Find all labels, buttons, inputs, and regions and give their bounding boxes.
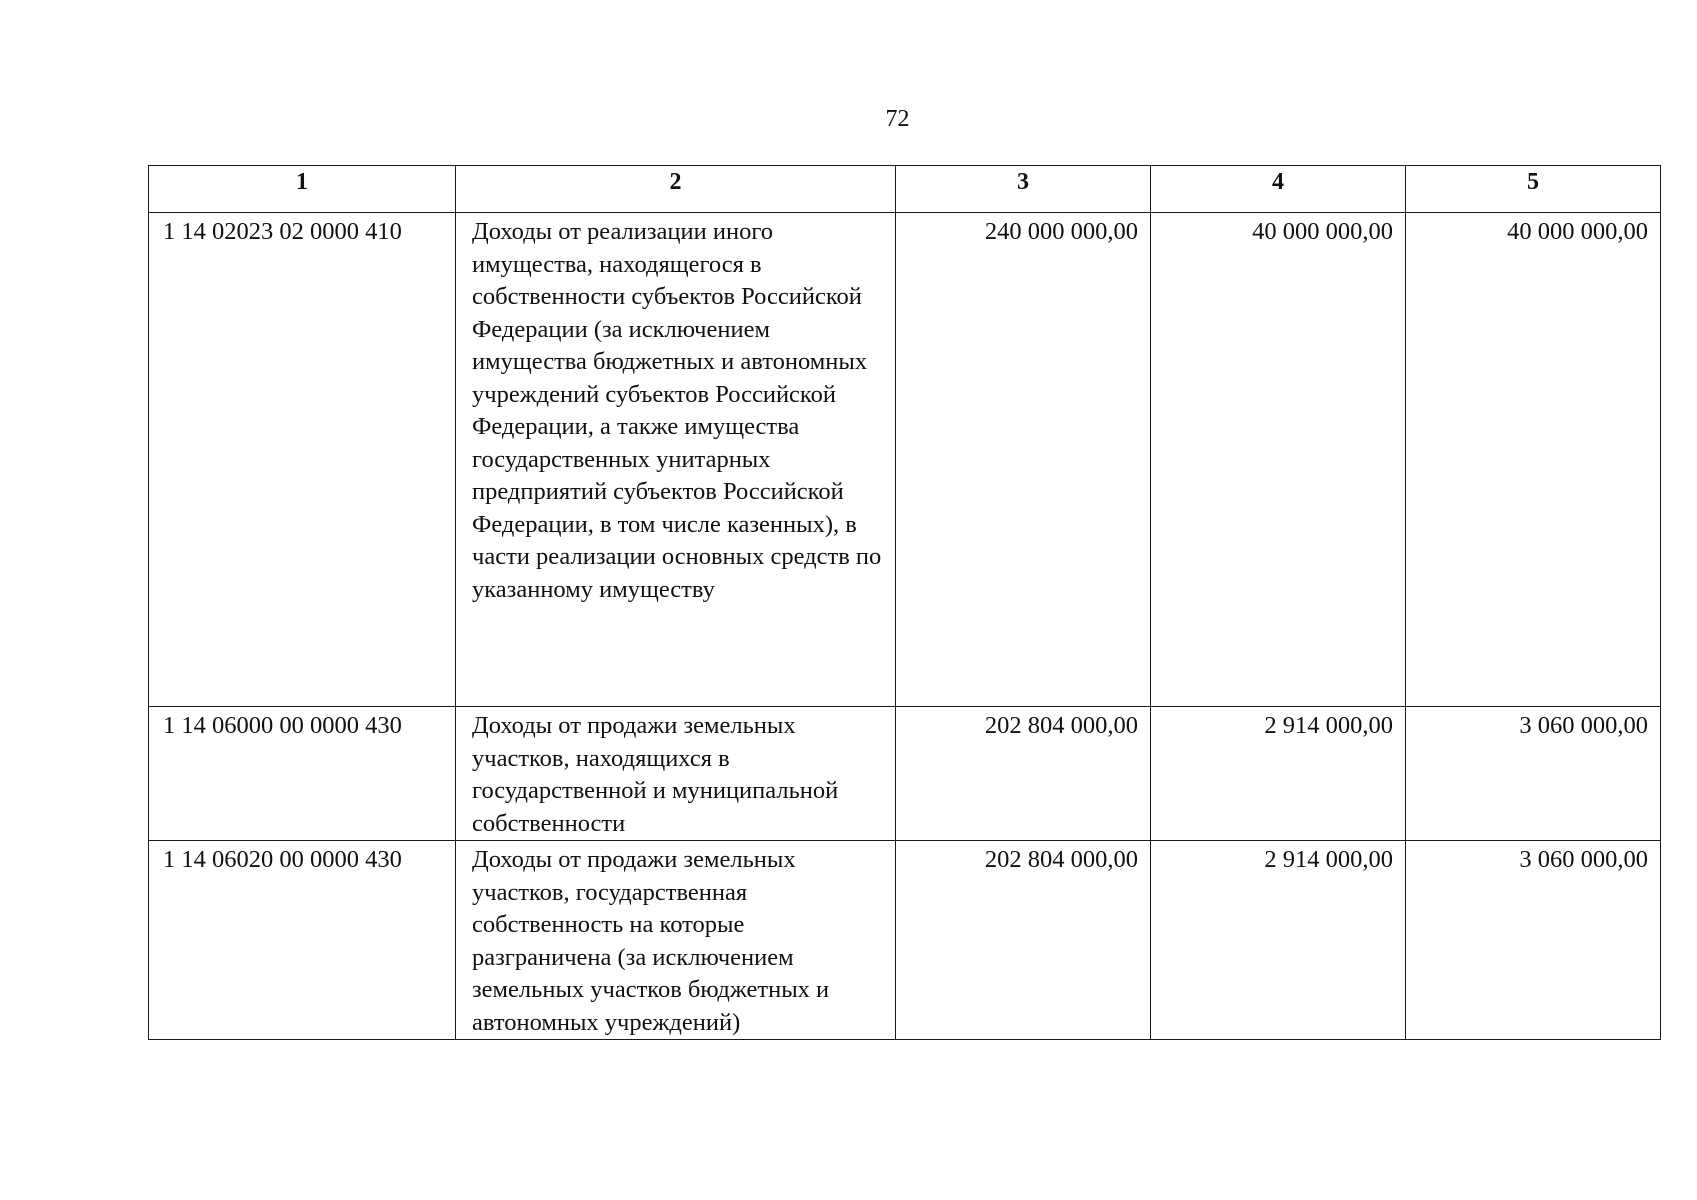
amount-col3-cell: 240 000 000,00	[896, 213, 1151, 707]
amount-col4-cell: 2 914 000,00	[1151, 707, 1406, 841]
amount-col3-cell: 202 804 000,00	[896, 707, 1151, 841]
table-row	[149, 213, 1661, 707]
amount-col4-cell: 2 914 000,00	[1151, 841, 1406, 1040]
revenue-name-cell: Доходы от реализации иного имущества, находящегося в собственности субъектов Российской Федерации (за исключением имущества бюджетных и автономных учреждений субъектов Российской Федерации, а также имущества государственных унитарных предприятий субъектов Российской Федерации, в том числе казенных), в части реализации основных средств по указанному имуществу	[456, 213, 896, 707]
amount-col5-cell: 3 060 000,00	[1406, 707, 1661, 841]
revenue-name-cell: Доходы от продажи земельных участков, государственная собственность на которые разграничена (за исключением земельных участков бюджетных и автономных учреждений)	[456, 841, 896, 1040]
revenue-name-cell: Доходы от продажи земельных участков, находящихся в государственной и муниципальной собственности	[456, 707, 896, 841]
column-header-1: 1	[149, 166, 456, 213]
column-header-5: 5	[1406, 166, 1661, 213]
column-header-2: 2	[456, 166, 896, 213]
budget-code-cell: 1 14 02023 02 0000 410	[149, 213, 456, 707]
amount-col4-cell: 40 000 000,00	[1151, 213, 1406, 707]
amount-col5-cell: 40 000 000,00	[1406, 213, 1661, 707]
column-header-4: 4	[1151, 166, 1406, 213]
table-row	[149, 841, 1661, 1040]
budget-code-cell: 1 14 06020 00 0000 430	[149, 841, 456, 1040]
column-header-3: 3	[896, 166, 1151, 213]
revenue-table	[148, 165, 1661, 1040]
amount-col3-cell: 202 804 000,00	[896, 841, 1151, 1040]
budget-code-cell: 1 14 06000 00 0000 430	[149, 707, 456, 841]
amount-col5-cell: 3 060 000,00	[1406, 841, 1661, 1040]
table-row	[149, 707, 1661, 841]
page-number: 72	[885, 106, 910, 132]
table-header-row	[149, 166, 1661, 213]
